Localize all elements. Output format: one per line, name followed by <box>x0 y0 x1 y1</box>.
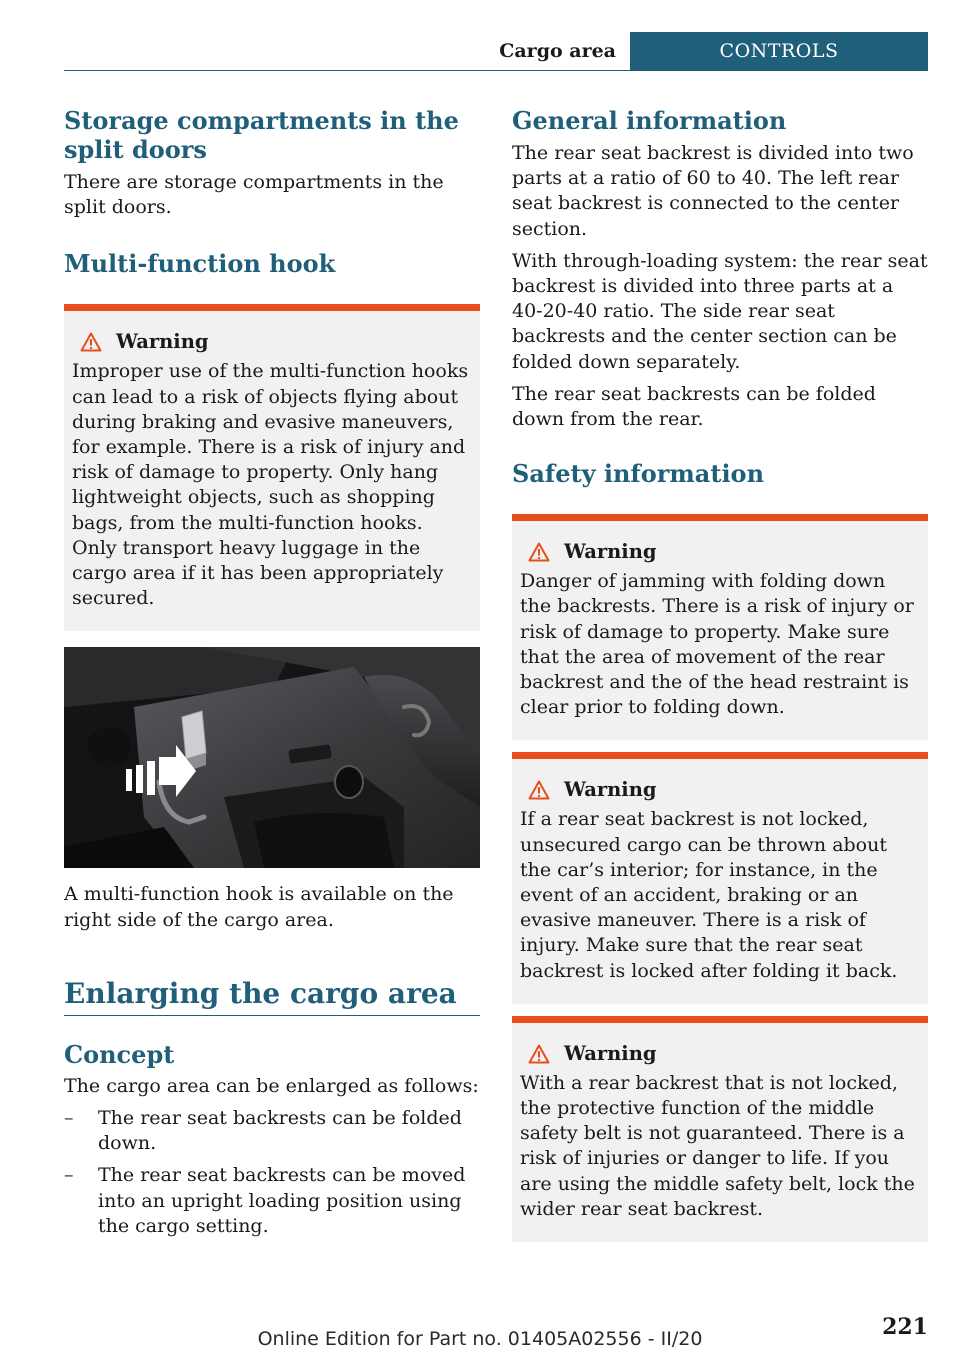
hook-warning-body: Improper use of the multi-function hooks can lead to a risk of objects flying about during braking and evasive maneuvers, for example. There is a risk of injury and risk of damage to property. Only hang lightweight objects, such as shopping bags, from the multi-function hooks. Only transport heavy luggage in the cargo area if it has been appropriately secured. <box>72 360 469 610</box>
safety-warning-unlocked <box>512 752 928 1003</box>
cargo-hook-photo <box>64 647 480 868</box>
list-item <box>64 1106 480 1156</box>
storage-heading: Storage compartments in the split doors <box>64 106 459 164</box>
warning-body: With a rear backrest that is not locked, the protective function of the middle safety belt is not guaranteed. There is a risk of injuries or danger to life. If you are using the middle safety belt, lock the wider rear seat backrest. <box>520 1071 915 1220</box>
dash-bullet: – <box>64 1164 74 1187</box>
concept-intro: The cargo area can be enlarged as follows: <box>64 1074 479 1097</box>
safety-heading: Safety information <box>512 459 765 489</box>
warning-label: Warning <box>564 778 657 802</box>
left-column <box>64 106 480 1239</box>
warning-title <box>520 1041 920 1067</box>
hook-heading: Multi-function hook <box>64 249 336 279</box>
safety-warning-belt <box>512 1016 928 1242</box>
page-number: 221 <box>882 1314 928 1340</box>
warning-title <box>520 539 920 565</box>
enlarging-heading-block <box>64 977 480 1016</box>
page-header <box>64 32 928 71</box>
warning-label: Warning <box>564 1041 657 1065</box>
hook-warning-title <box>72 329 472 355</box>
hook-warning-label: Warning <box>116 330 209 354</box>
right-column <box>512 106 928 1242</box>
list-item-text: The rear seat backrests can be moved into an upright loading position using the cargo setting. <box>98 1164 466 1237</box>
warning-triangle-icon <box>528 542 550 562</box>
cargo-hook-illustration <box>64 647 480 868</box>
dash-bullet: – <box>64 1107 74 1130</box>
warning-triangle-icon <box>80 332 102 352</box>
warning-triangle-icon <box>528 780 550 800</box>
warning-triangle-icon <box>528 1044 550 1064</box>
safety-warning-jamming <box>512 514 928 740</box>
general-p3: The rear seat backrests can be folded down from the rear. <box>512 382 876 431</box>
warning-body: Danger of jamming with folding down the backrests. There is a risk of injury or risk of damage to property. Make sure that the area of movement of the rear backrest and the of the head restraint is clear prior to folding down. <box>520 570 914 719</box>
list-item <box>64 1163 480 1239</box>
general-p1: The rear seat backrest is divided into two parts at a ratio of 60 to 40. The left rear seat backrest is connected to the center section. <box>512 142 914 240</box>
concept-heading: Concept <box>64 1039 175 1069</box>
warning-body: If a rear seat backrest is not locked, unsecured cargo can be thrown about the car’s interior; for instance, in the event of an accident, braking or an evasive maneuver. There is a risk of injury. Make sure that the rear seat backrest is locked after folding it back. <box>520 808 898 982</box>
list-item-text: The rear seat backrests can be folded down. <box>98 1107 462 1155</box>
concept-list <box>64 1106 480 1239</box>
warning-label: Warning <box>564 540 657 564</box>
general-p2: With through-loading system: the rear seat backrest is divided into three parts at a 40-20-40 ratio. The side rear seat backrests and the center section can be folded down separately. <box>512 249 928 373</box>
general-heading: General information <box>512 106 787 135</box>
storage-body: There are storage compartments in the split doors. <box>64 171 444 219</box>
edition-footer: Online Edition for Part no. 01405A02556 - II/20 <box>257 1328 703 1350</box>
enlarging-heading: Enlarging the cargo area <box>64 976 457 1010</box>
hook-warning-box <box>64 304 480 631</box>
header-section-title: Cargo area <box>499 40 616 62</box>
header-chapter-tab: CONTROLS <box>630 32 928 70</box>
warning-title <box>520 777 920 803</box>
hook-caption: A multi-function hook is available on the right side of the cargo area. <box>64 883 454 931</box>
